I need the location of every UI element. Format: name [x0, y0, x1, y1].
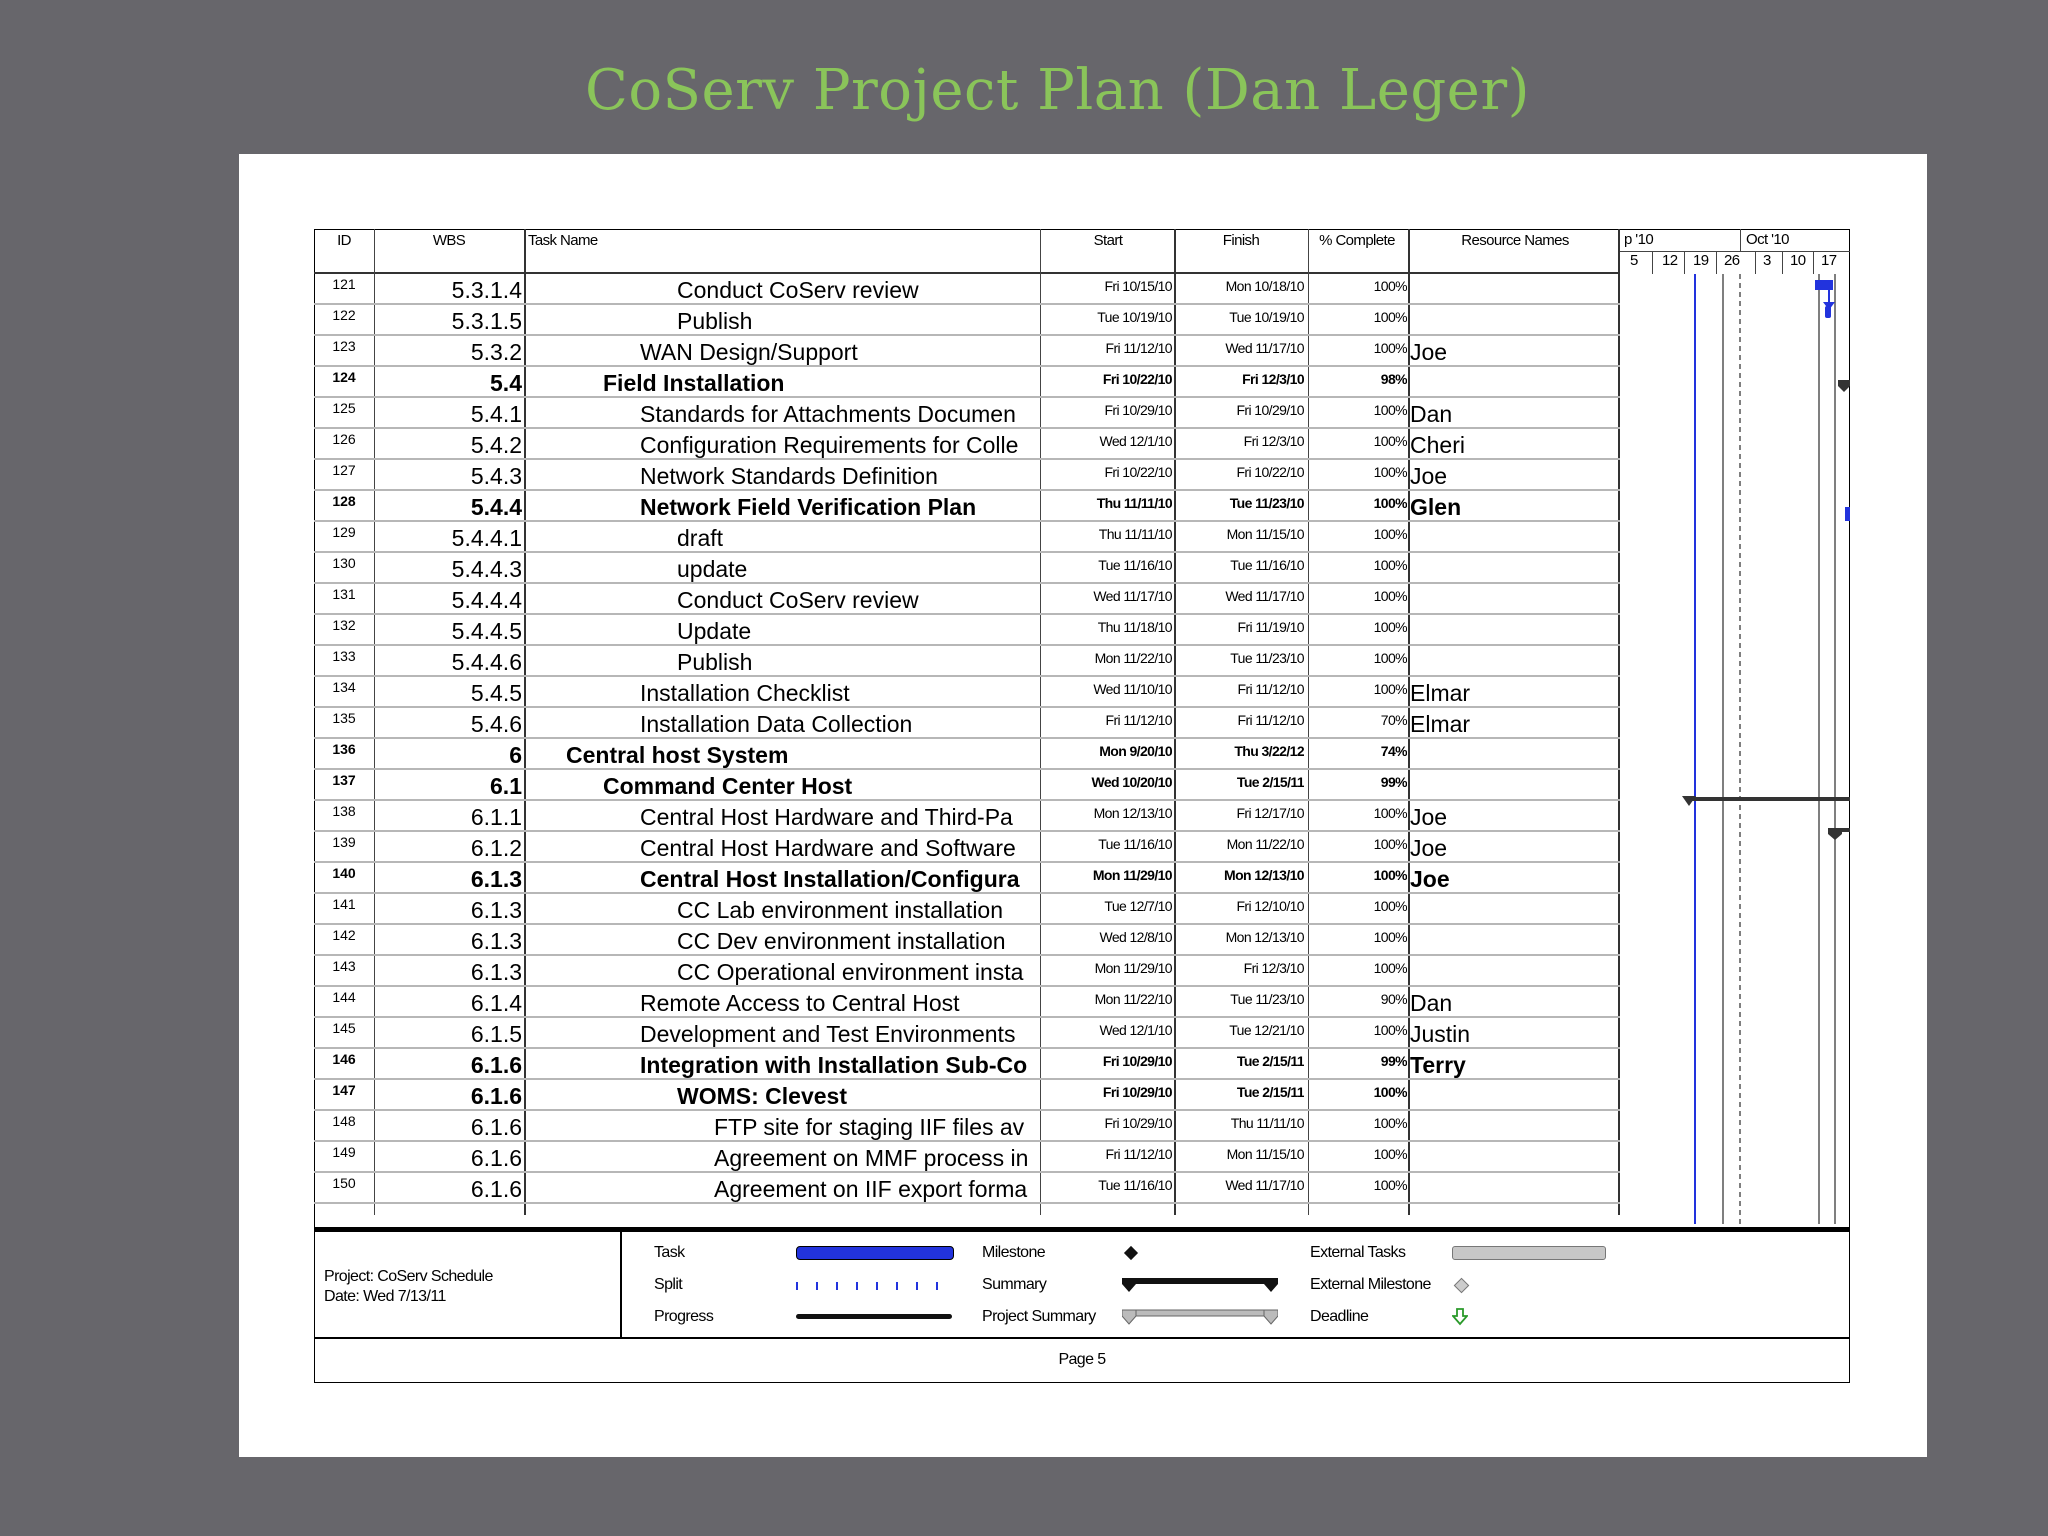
- cell-wbs: 6.1.6: [470, 1052, 522, 1078]
- legend-summary-label: Summary: [982, 1276, 1047, 1293]
- table-row[interactable]: [314, 770, 1620, 801]
- cell-start: Thu 11/11/10: [1098, 526, 1172, 542]
- cell-resource: [1410, 770, 1560, 799]
- cell-id: 129: [332, 524, 356, 540]
- table-row[interactable]: [314, 460, 1620, 491]
- cell-wbs: 5.4.5: [470, 680, 522, 706]
- cell-pct-complete: 100%: [1373, 495, 1407, 511]
- cell-resource: [1410, 1111, 1560, 1140]
- cell-wbs: 5.4.4: [470, 494, 522, 520]
- cell-start: Fri 10/15/10: [1104, 278, 1172, 294]
- cell-task-name: Central Host Hardware and Software: [640, 835, 1016, 861]
- cell-pct-complete: 100%: [1373, 1146, 1407, 1162]
- cell-finish: Tue 12/21/10: [1229, 1022, 1304, 1038]
- cell-resource: [1410, 1142, 1560, 1171]
- cell-resource: Joe: [1410, 866, 1450, 892]
- cell-pct-complete: 100%: [1373, 650, 1407, 666]
- timescale-day: 12: [1662, 252, 1678, 269]
- cell-start: Mon 9/20/10: [1099, 743, 1172, 759]
- cell-resource: Glen: [1410, 494, 1462, 520]
- cell-resource: [1410, 522, 1560, 551]
- cell-finish: Fri 11/12/10: [1237, 681, 1304, 697]
- cell-start: Fri 10/29/10: [1104, 1115, 1172, 1131]
- header-pct-complete: % Complete: [1319, 232, 1395, 249]
- cell-finish: Fri 11/12/10: [1237, 712, 1304, 728]
- cell-task-name: Field Installation: [603, 370, 785, 396]
- cell-resource: Joe: [1410, 339, 1448, 365]
- table-row[interactable]: [314, 336, 1620, 367]
- table-row[interactable]: [314, 429, 1620, 460]
- legend-project-summary-label: Project Summary: [982, 1308, 1096, 1325]
- cell-id: 144: [332, 989, 356, 1005]
- cell-task-name: Central Host Hardware and Third-Pa: [640, 804, 1013, 830]
- cell-id: 128: [332, 493, 356, 509]
- cell-pct-complete: 100%: [1373, 836, 1407, 852]
- cell-id: 145: [332, 1020, 356, 1036]
- cell-start: Wed 12/1/10: [1099, 433, 1172, 449]
- cell-task-name: CC Lab environment installation: [677, 897, 1004, 923]
- cell-start: Fri 10/29/10: [1102, 1053, 1172, 1069]
- cell-task-name: CC Dev environment installation: [677, 928, 1006, 954]
- cell-start: Tue 11/16/10: [1098, 557, 1172, 573]
- cell-wbs: 5.4: [490, 370, 522, 396]
- cell-resource: [1410, 584, 1560, 613]
- timescale-day: 26: [1724, 252, 1740, 269]
- table-row[interactable]: [314, 1049, 1620, 1080]
- table-row[interactable]: [314, 305, 1620, 336]
- cell-start: Tue 11/16/10: [1098, 1177, 1172, 1193]
- cell-wbs: 6.1.2: [470, 835, 522, 861]
- cell-pct-complete: 99%: [1380, 1053, 1407, 1069]
- cell-task-name: Central host System: [566, 742, 789, 768]
- legend-split-label: Split: [654, 1276, 683, 1293]
- cell-start: Mon 11/29/10: [1092, 867, 1172, 883]
- timescale-month: p '10: [1624, 231, 1654, 248]
- table-row[interactable]: [314, 863, 1620, 894]
- table-row[interactable]: [314, 398, 1620, 429]
- cell-wbs: 6: [509, 742, 522, 768]
- page-number: Page 5: [1058, 1351, 1106, 1368]
- cell-resource: [1410, 367, 1560, 396]
- cell-pct-complete: 100%: [1373, 278, 1407, 294]
- cell-resource: Joe: [1410, 835, 1448, 861]
- legend-date: Date: Wed 7/13/11: [324, 1288, 446, 1305]
- cell-id: 131: [332, 586, 356, 602]
- cell-pct-complete: 100%: [1373, 681, 1407, 697]
- cell-wbs: 5.4.4.3: [451, 556, 522, 582]
- cell-task-name: Publish: [677, 649, 753, 675]
- cell-finish: Wed 11/17/10: [1225, 588, 1304, 604]
- cell-start: Mon 11/22/10: [1094, 991, 1172, 1007]
- cell-finish: Mon 12/13/10: [1224, 867, 1304, 883]
- cell-task-name: Network Field Verification Plan: [640, 494, 977, 520]
- legend-task-label: Task: [654, 1244, 685, 1261]
- table-row[interactable]: [314, 553, 1620, 584]
- cell-task-name: Update: [677, 618, 752, 644]
- cell-start: Fri 11/12/10: [1105, 340, 1172, 356]
- cell-pct-complete: 100%: [1373, 805, 1407, 821]
- cell-id: 133: [332, 648, 356, 664]
- legend-external-tasks-label: External Tasks: [1310, 1244, 1406, 1261]
- cell-finish: Fri 12/10/10: [1236, 898, 1304, 914]
- cell-resource: [1410, 305, 1560, 334]
- legend-deadline-label: Deadline: [1310, 1308, 1369, 1325]
- cell-id: 136: [332, 741, 356, 757]
- cell-task-name: WAN Design/Support: [640, 339, 858, 365]
- table-row[interactable]: [314, 1080, 1620, 1111]
- cell-start: Wed 11/10/10: [1093, 681, 1172, 697]
- cell-task-name: Command Center Host: [603, 773, 853, 799]
- cell-pct-complete: 100%: [1373, 898, 1407, 914]
- cell-wbs: 5.4.4.4: [451, 587, 522, 613]
- task-bar: [1815, 280, 1833, 290]
- cell-wbs: 5.4.4.1: [451, 525, 522, 551]
- cell-finish: Wed 11/17/10: [1225, 1177, 1304, 1193]
- cell-resource: [1410, 274, 1560, 303]
- cell-task-name: Development and Test Environments: [640, 1021, 1016, 1047]
- cell-pct-complete: 100%: [1373, 1022, 1407, 1038]
- cell-id: 139: [332, 834, 356, 850]
- cell-start: Fri 10/29/10: [1104, 402, 1172, 418]
- legend-external-milestone-label: External Milestone: [1310, 1276, 1431, 1293]
- cell-start: Wed 11/17/10: [1093, 588, 1172, 604]
- table-row[interactable]: [314, 1142, 1620, 1173]
- cell-wbs: 6.1.3: [470, 866, 522, 892]
- cell-start: Tue 12/7/10: [1104, 898, 1172, 914]
- cell-id: 130: [332, 555, 356, 571]
- cell-finish: Thu 11/11/10: [1230, 1115, 1304, 1131]
- cell-resource: [1410, 956, 1560, 985]
- cell-resource: [1410, 1080, 1560, 1109]
- cell-resource: Terry: [1410, 1052, 1466, 1078]
- cell-id: 132: [332, 617, 356, 633]
- cell-pct-complete: 100%: [1373, 1177, 1407, 1193]
- cell-id: 127: [332, 462, 356, 478]
- cell-resource: [1410, 646, 1560, 675]
- cell-resource: Elmar: [1410, 680, 1471, 706]
- cell-finish: Tue 11/23/10: [1229, 495, 1304, 511]
- table-row[interactable]: [314, 522, 1620, 553]
- legend-progress-label: Progress: [654, 1308, 714, 1325]
- table-row[interactable]: [314, 801, 1620, 832]
- header-task-name: Task Name: [528, 232, 598, 249]
- cell-id: 122: [332, 307, 356, 323]
- cell-wbs: 5.4.1: [470, 401, 522, 427]
- table-row[interactable]: [314, 1173, 1620, 1204]
- cell-resource: Joe: [1410, 463, 1448, 489]
- cell-task-name: Integration with Installation Sub-Co: [640, 1052, 1028, 1078]
- cell-finish: Tue 11/23/10: [1230, 650, 1304, 666]
- table-row[interactable]: [314, 491, 1620, 522]
- cell-resource: [1410, 925, 1560, 954]
- cell-wbs: 6.1.1: [470, 804, 522, 830]
- gantt-sheet: [314, 229, 1850, 1383]
- cell-id: 134: [332, 679, 356, 695]
- cell-start: Wed 10/20/10: [1091, 774, 1172, 790]
- table-row[interactable]: [314, 925, 1620, 956]
- cell-start: Mon 11/22/10: [1094, 650, 1172, 666]
- gantt-graphics: [1620, 274, 1850, 1224]
- cell-task-name: update: [677, 556, 748, 582]
- cell-pct-complete: 100%: [1373, 433, 1407, 449]
- cell-finish: Tue 11/16/10: [1230, 557, 1304, 573]
- cell-id: 135: [332, 710, 356, 726]
- cell-wbs: 6.1.6: [470, 1083, 522, 1109]
- cell-wbs: 5.3.1.4: [451, 277, 522, 303]
- header-finish: Finish: [1222, 232, 1260, 249]
- table-row[interactable]: [314, 677, 1620, 708]
- cell-start: Fri 10/22/10: [1104, 464, 1172, 480]
- cell-pct-complete: 99%: [1380, 774, 1407, 790]
- cell-start: Wed 12/1/10: [1099, 1022, 1172, 1038]
- cell-start: Fri 11/12/10: [1105, 1146, 1172, 1162]
- cell-task-name: Network Standards Definition: [640, 463, 938, 489]
- cell-resource: [1410, 615, 1560, 644]
- cell-id: 142: [332, 927, 356, 943]
- cell-pct-complete: 100%: [1373, 1115, 1407, 1131]
- cell-resource: Justin: [1410, 1021, 1471, 1047]
- table-row[interactable]: [314, 1111, 1620, 1142]
- cell-finish: Wed 11/17/10: [1225, 340, 1304, 356]
- cell-task-name: Conduct CoServ review: [677, 277, 919, 303]
- table-row[interactable]: [314, 987, 1620, 1018]
- cell-pct-complete: 100%: [1373, 526, 1407, 542]
- legend-project: Project: CoServ Schedule: [324, 1268, 493, 1285]
- cell-id: 124: [332, 369, 356, 385]
- cell-id: 141: [332, 896, 356, 912]
- cell-finish: Fri 12/3/10: [1243, 960, 1304, 976]
- cell-finish: Thu 3/22/12: [1234, 743, 1304, 759]
- cell-finish: Fri 11/19/10: [1237, 619, 1304, 635]
- cell-pct-complete: 100%: [1373, 867, 1407, 883]
- cell-finish: Tue 10/19/10: [1229, 309, 1304, 325]
- cell-wbs: 6.1.5: [470, 1021, 522, 1047]
- cell-pct-complete: 100%: [1373, 402, 1407, 418]
- cell-task-name: Configuration Requirements for Colle: [640, 432, 1019, 458]
- cell-task-name: Standards for Attachments Documen: [640, 401, 1016, 427]
- cell-resource: [1410, 1173, 1560, 1202]
- cell-task-name: CC Operational environment insta: [677, 959, 1024, 985]
- timescale-day: 10: [1790, 252, 1806, 269]
- document-page: [239, 154, 1927, 1457]
- cell-finish: Mon 11/22/10: [1226, 836, 1304, 852]
- cell-task-name: FTP site for staging IIF files av: [714, 1114, 1025, 1140]
- cell-wbs: 6.1.6: [470, 1145, 522, 1171]
- summary-end-marker: [1838, 380, 1850, 392]
- header-resource-names: Resource Names: [1461, 232, 1569, 249]
- timescale-day: 17: [1821, 252, 1837, 269]
- legend-milestone-label: Milestone: [982, 1244, 1046, 1261]
- cell-task-name: Remote Access to Central Host: [640, 990, 960, 1016]
- cell-resource: [1410, 553, 1560, 582]
- cell-finish: Tue 11/23/10: [1230, 991, 1304, 1007]
- cell-start: Tue 11/16/10: [1098, 836, 1172, 852]
- cell-start: Mon 12/13/10: [1093, 805, 1172, 821]
- table-row[interactable]: [314, 832, 1620, 863]
- cell-wbs: 6.1.3: [470, 928, 522, 954]
- cell-resource: Dan: [1410, 401, 1453, 427]
- table-row[interactable]: [314, 584, 1620, 615]
- cell-start: Thu 11/11/10: [1096, 495, 1172, 511]
- cell-resource: Elmar: [1410, 711, 1471, 737]
- cell-wbs: 6.1.6: [470, 1176, 522, 1202]
- cell-finish: Mon 10/18/10: [1225, 278, 1304, 294]
- table-row[interactable]: [314, 646, 1620, 677]
- cell-id: 121: [332, 276, 356, 292]
- cell-finish: Tue 2/15/11: [1236, 1084, 1304, 1100]
- cell-start: Tue 10/19/10: [1097, 309, 1172, 325]
- cell-id: 138: [332, 803, 356, 819]
- table-row[interactable]: [314, 894, 1620, 925]
- cell-id: 150: [332, 1175, 356, 1191]
- cell-wbs: 6.1.3: [470, 897, 522, 923]
- cell-id: 148: [332, 1113, 356, 1129]
- cell-id: 125: [332, 400, 356, 416]
- cell-task-name: Agreement on IIF export forma: [714, 1176, 1028, 1202]
- table-row[interactable]: [314, 956, 1620, 987]
- cell-finish: Mon 11/15/10: [1226, 1146, 1304, 1162]
- cell-wbs: 5.4.2: [470, 432, 522, 458]
- table-header: [314, 229, 1620, 274]
- header-wbs: WBS: [432, 232, 466, 249]
- cell-pct-complete: 98%: [1380, 371, 1407, 387]
- cell-pct-complete: 100%: [1373, 588, 1407, 604]
- cell-task-name: Central Host Installation/Configura: [640, 866, 1020, 892]
- cell-finish: Tue 2/15/11: [1236, 774, 1304, 790]
- cell-id: 123: [332, 338, 356, 354]
- cell-id: 147: [332, 1082, 356, 1098]
- cell-resource: Joe: [1410, 804, 1448, 830]
- cell-finish: Fri 12/3/10: [1243, 433, 1304, 449]
- cell-id: 126: [332, 431, 356, 447]
- cell-wbs: 6.1: [490, 773, 522, 799]
- cell-start: Mon 11/29/10: [1094, 960, 1172, 976]
- cell-finish: Mon 11/15/10: [1226, 526, 1304, 542]
- cell-finish: Fri 12/3/10: [1242, 371, 1304, 387]
- cell-wbs: 6.1.3: [470, 959, 522, 985]
- cell-wbs: 5.4.3: [470, 463, 522, 489]
- cell-task-name: Installation Checklist: [640, 680, 850, 706]
- cell-pct-complete: 100%: [1373, 557, 1407, 573]
- cell-wbs: 6.1.4: [470, 990, 522, 1016]
- cell-finish: Tue 2/15/11: [1236, 1053, 1304, 1069]
- cell-start: Fri 11/12/10: [1105, 712, 1172, 728]
- cell-pct-complete: 100%: [1373, 1084, 1407, 1100]
- cell-wbs: 5.3.2: [470, 339, 522, 365]
- cell-task-name: WOMS: Clevest: [677, 1083, 847, 1109]
- cell-id: 137: [332, 772, 356, 788]
- slide-title: CoServ Project Plan (Dan Leger): [585, 58, 1530, 123]
- cell-wbs: 5.4.4.6: [451, 649, 522, 675]
- cell-task-name: Publish: [677, 308, 753, 334]
- cell-wbs: 5.4.6: [470, 711, 522, 737]
- cell-id: 149: [332, 1144, 356, 1160]
- cell-wbs: 6.1.6: [470, 1114, 522, 1140]
- cell-resource: Cheri: [1410, 432, 1465, 458]
- cell-resource: [1410, 739, 1560, 768]
- gantt-timescale: [1620, 229, 1850, 274]
- cell-pct-complete: 90%: [1380, 991, 1407, 1007]
- task-bar: [1845, 507, 1850, 521]
- cell-pct-complete: 74%: [1380, 743, 1407, 759]
- cell-finish: Fri 12/17/10: [1236, 805, 1304, 821]
- table-row[interactable]: [314, 739, 1620, 770]
- cell-pct-complete: 100%: [1373, 464, 1407, 480]
- cell-task-name: Conduct CoServ review: [677, 587, 919, 613]
- cell-pct-complete: 100%: [1373, 340, 1407, 356]
- gantt-chart-area: [1620, 274, 1850, 1224]
- cell-resource: Dan: [1410, 990, 1453, 1016]
- cell-pct-complete: 100%: [1373, 960, 1407, 976]
- cell-task-name: Agreement on MMF process in: [714, 1145, 1029, 1171]
- cell-start: Wed 12/8/10: [1099, 929, 1172, 945]
- cell-finish: Mon 12/13/10: [1225, 929, 1304, 945]
- cell-pct-complete: 100%: [1373, 309, 1407, 325]
- timescale-month: Oct '10: [1746, 231, 1789, 248]
- cell-wbs: 5.4.4.5: [451, 618, 522, 644]
- table-row[interactable]: [314, 708, 1620, 739]
- cell-start: Thu 11/18/10: [1097, 619, 1172, 635]
- cell-id: 146: [332, 1051, 356, 1067]
- cell-task-name: Installation Data Collection: [640, 711, 913, 737]
- cell-resource: [1410, 894, 1560, 923]
- timescale-day: 5: [1630, 252, 1638, 269]
- cell-wbs: 5.3.1.5: [451, 308, 522, 334]
- header-start: Start: [1093, 232, 1123, 249]
- table-row[interactable]: [314, 1018, 1620, 1049]
- task-bar: [1825, 306, 1831, 318]
- header-id: ID: [337, 232, 351, 249]
- cell-pct-complete: 100%: [1373, 619, 1407, 635]
- cell-pct-complete: 100%: [1373, 929, 1407, 945]
- cell-start: Fri 10/29/10: [1102, 1084, 1172, 1100]
- cell-id: 140: [332, 865, 356, 881]
- legend-frame: [314, 1227, 1850, 1383]
- table-row[interactable]: [314, 274, 1620, 305]
- table-row[interactable]: [314, 615, 1620, 646]
- cell-task-name: draft: [677, 525, 724, 551]
- cell-start: Fri 10/22/10: [1102, 371, 1172, 387]
- table-row[interactable]: [314, 367, 1620, 398]
- cell-finish: Fri 10/29/10: [1236, 402, 1304, 418]
- cell-finish: Fri 10/22/10: [1236, 464, 1304, 480]
- cell-pct-complete: 70%: [1380, 712, 1407, 728]
- timescale-day: 19: [1693, 252, 1709, 269]
- cell-id: 143: [332, 958, 356, 974]
- timescale-day: 3: [1763, 252, 1771, 269]
